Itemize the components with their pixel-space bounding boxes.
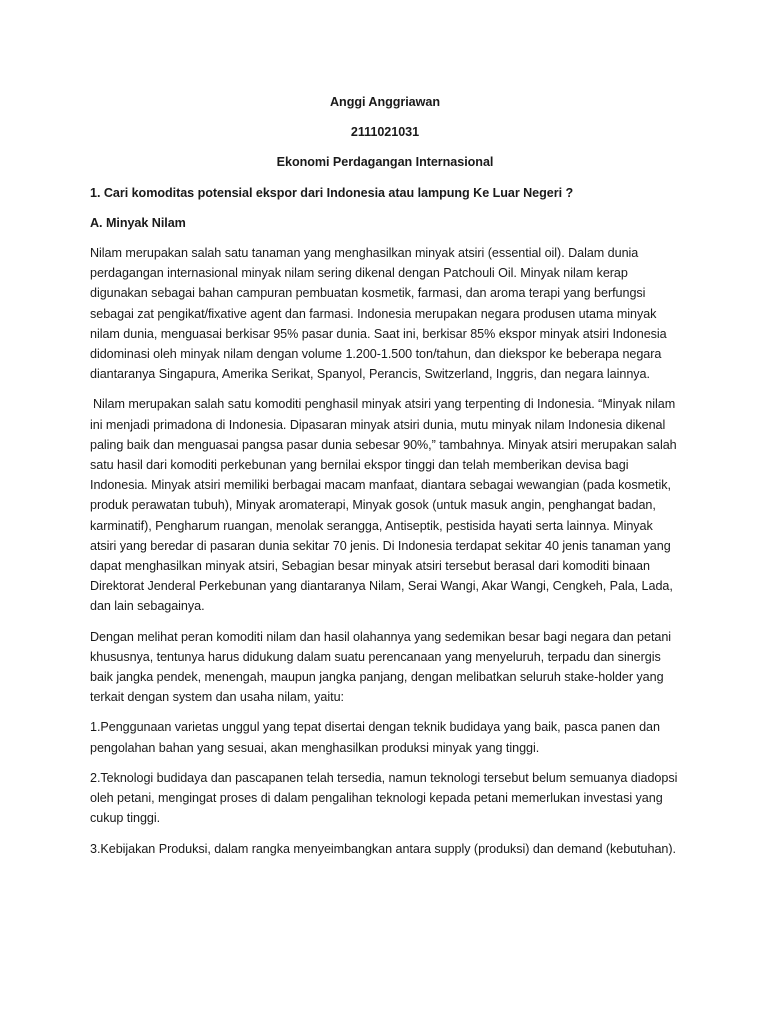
- student-id: 2111021031: [350, 125, 420, 140]
- list-item-varietas: 1.Penggunaan varietas unggul yang tepat disertai dengan teknik budidaya yang baik, pasca panen dan pengolahan bahan yang sesuai, akan menghasilkan produksi minyak yang tinggi.: [90, 720, 660, 755]
- list-item-kebijakan: 3.Kebijakan Produksi, dalam rangka menyeimbangkan antara supply (produksi) dan demand (kebutuhan).: [90, 841, 676, 856]
- paragraph-planning: Dengan melihat peran komoditi nilam dan hasil olahannya yang sedemikan besar bagi negara dan petani khususnya, tentunya harus didukung dalam suatu perencanaan yang menyeluruh, terpadu dan sinergis baik jangka pendek, menengah, maupun jangka panjang, dengan melibatkan seluruh stake-holder yang terkait dengan system dan usaha nilam, yaitu:: [90, 629, 672, 705]
- section-heading: A. Minyak Nilam: [90, 215, 186, 230]
- course-title: Ekonomi Perdagangan Internasional: [276, 155, 494, 170]
- author-name: Anggi Anggriawan: [330, 95, 440, 109]
- question-heading: 1. Cari komoditas potensial ekspor dari Indonesia atau lampung Ke Luar Negeri ?: [90, 185, 574, 200]
- document-body: [90, 92, 680, 869]
- paragraph-commodity: Nilam merupakan salah satu komoditi penghasil minyak atsiri yang terpenting di Indonesia. “Minyak nilam ini menjadi primadona di Indonesia. Dipasaran minyak atsiri dunia, mutu minyak nilam Indonesia dikenal paling baik dan menguasai pangsa pasar dunia sebesar 90%,” tambahnya. Minyak atsiri merupakan salah satu hasil dari komoditi perkebunan yang bernilai ekspor tinggi dan telah memberikan devisa bagi Indonesia. Minyak atsiri memiliki berbagai macam manfaat, diantara sebagai wewangian (pada kosmetik, produk perawatan tubuh), Minyak aromaterapi, Minyak gosok (untuk masuk angin, penghangat badan, karminatif), Pengharum ruangan, menolak serangga, Antiseptik, pestisida hayati serta lainnya. Minyak atsiri yang beredar di pasaran dunia sekitar 70 jenis. Di Indonesia terdapat sekitar 40 jenis tanaman yang dapat menghasilkan minyak atsiri, Sebagian besar minyak atsiri tersebut berasal dari komoditi binaan Direktorat Jenderal Perkebunan yang diantaranya Nilam, Serai Wangi, Akar Wangi, Cengkeh, Pala, Lada, dan lain sebagainya.: [90, 397, 677, 614]
- list-item-teknologi: 2.Teknologi budidaya dan pascapanen telah tersedia, namun teknologi tersebut belum semuanya diadopsi oleh petani, mengingat proses di dalam pengalihan teknologi kepada petani memerlukan investasi yang cukup tinggi.: [90, 770, 678, 826]
- paragraph-intro: Nilam merupakan salah satu tanaman yang menghasilkan minyak atsiri (essential oil). Dalam dunia perdagangan internasional minyak nilam sering dikenal dengan Patchouli Oil. Minyak nilam kerap digunakan sebagai bahan campuran pembuatan kosmetik, farmasi, dan aroma terapi yang berfungsi sebagai zat pengikat/fixative agent dan farmasi. Indonesia merupakan negara produsen utama minyak nilam dunia, menguasai berkisar 95% pasar dunia. Saat ini, berkisar 85% ekspor minyak atsiri Indonesia didominasi oleh minyak nilam dengan volume 1.200-1.500 ton/tahun, dan diekspor ke beberapa negara diantaranya Singapura, Amerika Serikat, Spanyol, Perancis, Switzerland, Inggris, dan negara lainnya.: [90, 246, 667, 382]
